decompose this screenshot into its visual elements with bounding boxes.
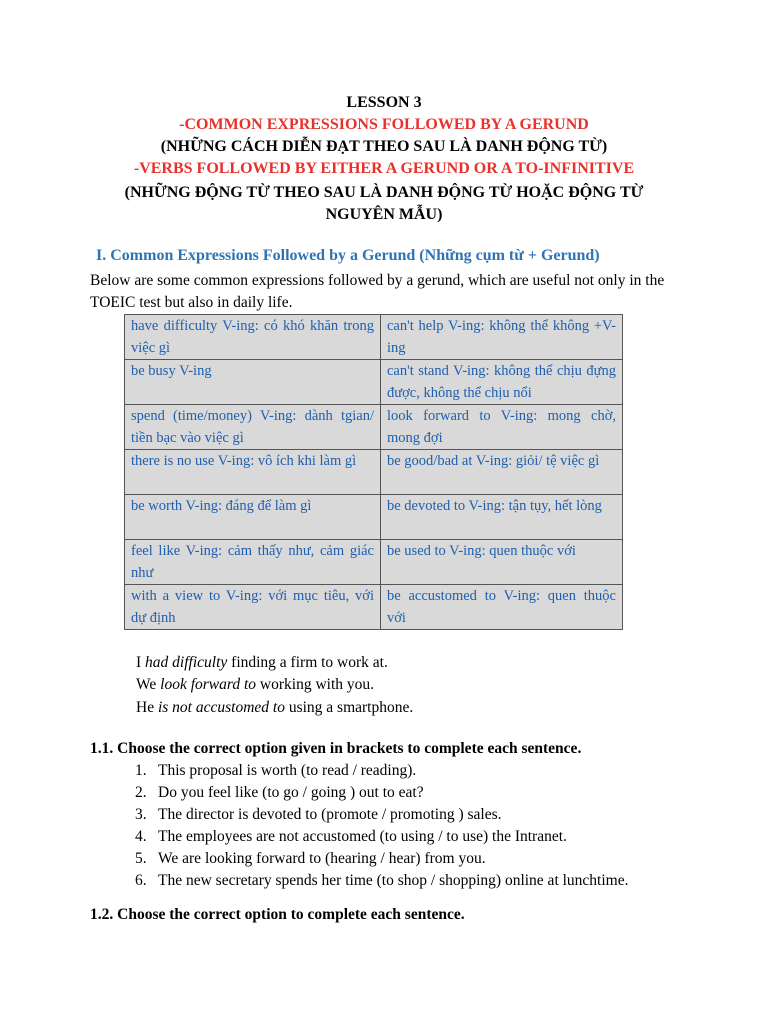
table-cell: have difficulty V-ing: có khó khăn trong việc gì (125, 315, 381, 360)
exercise-1-title: 1.1. Choose the correct option given in brackets to complete each sentence. (90, 740, 582, 757)
heading-verbs-vi-1: (NHỮNG ĐỘNG TỪ THEO SAU LÀ DANH ĐỘNG TỪ HOẶC ĐỘNG TỪ (124, 184, 644, 201)
example-sentence: We look forward to working with you. (136, 676, 375, 693)
heading-verbs: -VERBS FOLLOWED BY EITHER A GERUND OR A TO-INFINITIVE (133, 160, 635, 177)
list-item: 5. We are looking forward to (hearing / hear) from you. (135, 850, 486, 867)
table-cell: with a view to V-ing: với mục tiêu, với dự định (125, 585, 381, 630)
exercise-2-title: 1.2. Choose the correct option to complete each sentence. (90, 906, 465, 923)
list-item: 4. The employees are not accustomed (to using / to use) the Intranet. (135, 828, 567, 845)
lesson-title: LESSON 3 (346, 94, 422, 111)
list-item: 6. The new secretary spends her time (to shop / shopping) online at lunchtime. (135, 872, 629, 889)
heading-gerund: -COMMON EXPRESSIONS FOLLOWED BY A GERUND (179, 116, 589, 133)
table-cell: can't help V-ing: không thể không +V-ing (381, 315, 623, 360)
table-cell: there is no use V-ing: vô ích khi làm gì (125, 450, 381, 495)
expressions-table (124, 314, 623, 630)
intro-paragraph: Below are some common expressions followed by a gerund, which are useful not only in the TOEIC test but also in daily life. (90, 272, 665, 311)
table-cell: be accustomed to V-ing: quen thuộc với (381, 585, 623, 630)
table-cell: look forward to V-ing: mong chờ, mong đợi (381, 405, 623, 450)
section-title: I. Common Expressions Followed by a Gerund (Những cụm từ + Gerund) (96, 247, 600, 264)
table-row (125, 540, 623, 585)
table-row (125, 585, 623, 630)
table-row (125, 315, 623, 360)
example-sentence: I had difficulty finding a firm to work at. (136, 654, 388, 671)
table-cell: feel like V-ing: cảm thấy như, cảm giác như (125, 540, 381, 585)
table-cell: can't stand V-ing: không thể chịu đựng được, không thể chịu nổi (381, 360, 623, 405)
table-cell: be good/bad at V-ing: giỏi/ tệ việc gì (381, 450, 623, 495)
table-cell: be devoted to V-ing: tận tụy, hết lòng (381, 495, 623, 540)
table-row (125, 450, 623, 495)
table-cell: be used to V-ing: quen thuộc với (381, 540, 623, 585)
table-row (125, 405, 623, 450)
list-item: 1. This proposal is worth (to read / reading). (135, 762, 417, 779)
example-sentence: He is not accustomed to using a smartphone. (136, 699, 414, 716)
table-cell: be busy V-ing (125, 360, 381, 405)
exercise-1-list (135, 760, 628, 892)
heading-verbs-vi-2: NGUYÊN MẪU) (325, 206, 443, 223)
heading-gerund-vi: (NHỮNG CÁCH DIỄN ĐẠT THEO SAU LÀ DANH ĐỘNG TỪ) (160, 138, 608, 155)
table-row (125, 360, 623, 405)
table-cell: be worth V-ing: đáng để làm gì (125, 495, 381, 540)
table-cell: spend (time/money) V-ing: dành tgian/ tiền bạc vào việc gì (125, 405, 381, 450)
table-row (125, 495, 623, 540)
list-item: 2. Do you feel like (to go / going ) out to eat? (135, 784, 424, 801)
list-item: 3. The director is devoted to (promote / promoting ) sales. (135, 806, 502, 823)
